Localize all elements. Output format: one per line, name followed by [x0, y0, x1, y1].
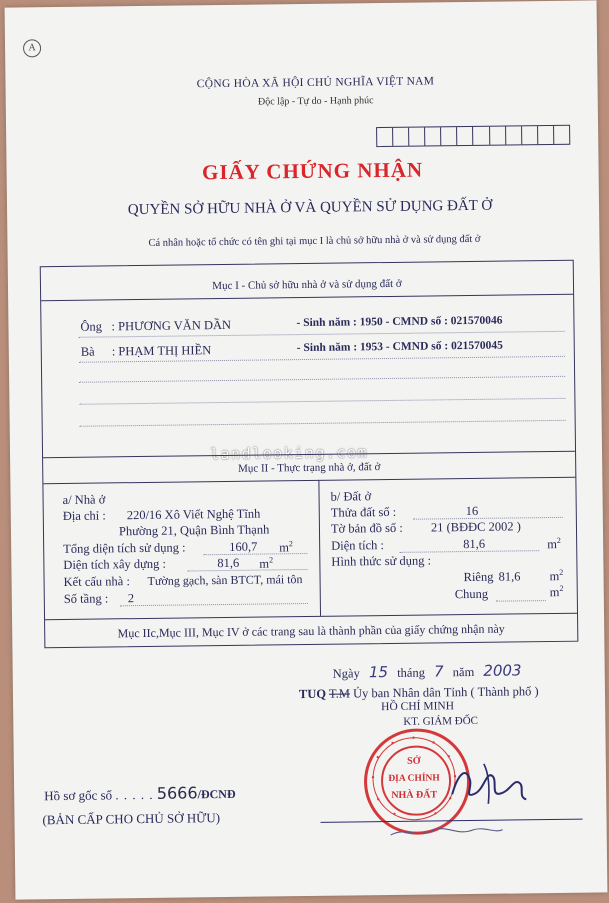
- land-map-label: Tờ bản đồ số :: [330, 520, 403, 536]
- certificate-subtitle: QUYỀN SỞ HỮU NHÀ Ở VÀ QUYỀN SỬ DỤNG ĐẤT Ở: [127, 197, 493, 219]
- copy-note: (BẢN CẤP CHO CHỦ SỞ HỮU): [42, 810, 221, 828]
- house-address-line-2: Phường 21, Quận Bình Thạnh: [118, 522, 270, 539]
- owner-1-title: Ông: [80, 319, 103, 334]
- owner-2-name: : PHẠM THỊ HIỀN: [111, 343, 212, 359]
- land-label: b/ Đất ở: [330, 489, 372, 504]
- record-number: Hồ sơ gốc số . . . . . 5666/ĐCNĐ: [44, 783, 236, 804]
- section-1-header: Mục I - Chủ sở hữu nhà ở và sử dụng đất ở: [212, 277, 402, 293]
- house-build-area-label: Diện tích xây dựng :: [63, 556, 167, 572]
- house-address-line-1: 220/16 Xô Viết Nghệ Tĩnh: [126, 506, 261, 523]
- house-floors-label: Số tầng :: [63, 591, 109, 606]
- footer-note: Mục IIc,Mục III, Mục IV ở các trang sau là thành phần của giấy chứng nhận này: [117, 621, 505, 641]
- section-2-header: Mục II - Thực trạng nhà ở, đất ở: [237, 461, 381, 475]
- house-structure-value: Tường gạch, sàn BTCT, mái tôn: [147, 572, 303, 588]
- land-shared-unit: $m^2$: [549, 583, 564, 600]
- page-marker: A: [23, 39, 41, 57]
- national-title: CỘNG HÒA XÃ HỘI CHỦ NGHĨA VIỆT NAM: [196, 75, 435, 91]
- house-structure-label: Kết cấu nhà :: [63, 574, 130, 589]
- land-private-value: 81,6: [498, 569, 521, 584]
- signer-name-handwritten: [387, 822, 507, 843]
- owner-2-info: - Sinh năm : 1953 - CMND số : 021570045: [296, 339, 503, 355]
- seal-text-bottom: NHÀ ĐẤT: [391, 789, 438, 801]
- national-motto: Độc lập - Tự do - Hạnh phúc: [257, 95, 374, 108]
- house-address-label: Địa chỉ :: [62, 508, 106, 523]
- authority-line-3: KT. GIÁM ĐỐC: [403, 714, 479, 728]
- land-area-value: 81,6: [463, 536, 486, 552]
- house-build-area-value: 81,6: [217, 555, 240, 571]
- certificate-page: [5, 0, 608, 899]
- seal-text-top: SỞ: [407, 755, 421, 767]
- signature: [444, 753, 535, 814]
- land-private-unit: $m^2$: [549, 567, 564, 584]
- house-total-area-value: 160,7: [229, 539, 258, 554]
- watermark: landlooking.com: [209, 443, 369, 464]
- house-label: a/ Nhà ở: [62, 492, 106, 507]
- house-build-area-unit: $m^2$: [259, 555, 274, 571]
- land-area-label: Diện tích :: [331, 538, 385, 553]
- house-total-area-unit: $m^2$: [279, 539, 293, 555]
- authority-line-2: HỒ CHÍ MINH: [381, 700, 455, 714]
- owner-2-title: Bà: [80, 344, 95, 359]
- authority-line-1: TUQ T.M Ủy ban Nhân dân Tỉnh ( Thành phố ): [298, 684, 539, 702]
- land-private-label: Riêng: [463, 569, 494, 585]
- land-area-unit: $m^2$: [547, 535, 561, 552]
- house-total-area-label: Tổng diện tích sử dụng :: [63, 540, 186, 556]
- seal-text-mid: ĐỊA CHÍNH: [388, 773, 440, 785]
- owner-1-info: - Sinh năm : 1950 - CMND số : 021570046: [296, 314, 503, 330]
- house-floors-value: 2: [127, 591, 135, 606]
- certificate-intro: Cá nhân hoặc tổ chức có tên ghi tại mục I là chủ sở hữu nhà ở và sử dụng đất ở: [148, 233, 481, 249]
- land-shared-label: Chung: [454, 586, 489, 602]
- land-plot-value: 16: [465, 503, 479, 519]
- owner-1-name: : PHƯƠNG VĂN DẦN: [111, 317, 232, 334]
- issue-date: Ngày 15 tháng 7 năm 2003: [332, 661, 522, 682]
- land-map-value: 21 (BĐĐC 2002 ): [430, 519, 521, 535]
- serial-number-boxes: [376, 125, 570, 147]
- land-usage-label: Hình thức sử dụng :: [331, 553, 432, 569]
- land-plot-label: Thửa đất số :: [330, 504, 397, 520]
- certificate-title: GIẤY CHỨNG NHẬN: [201, 157, 424, 185]
